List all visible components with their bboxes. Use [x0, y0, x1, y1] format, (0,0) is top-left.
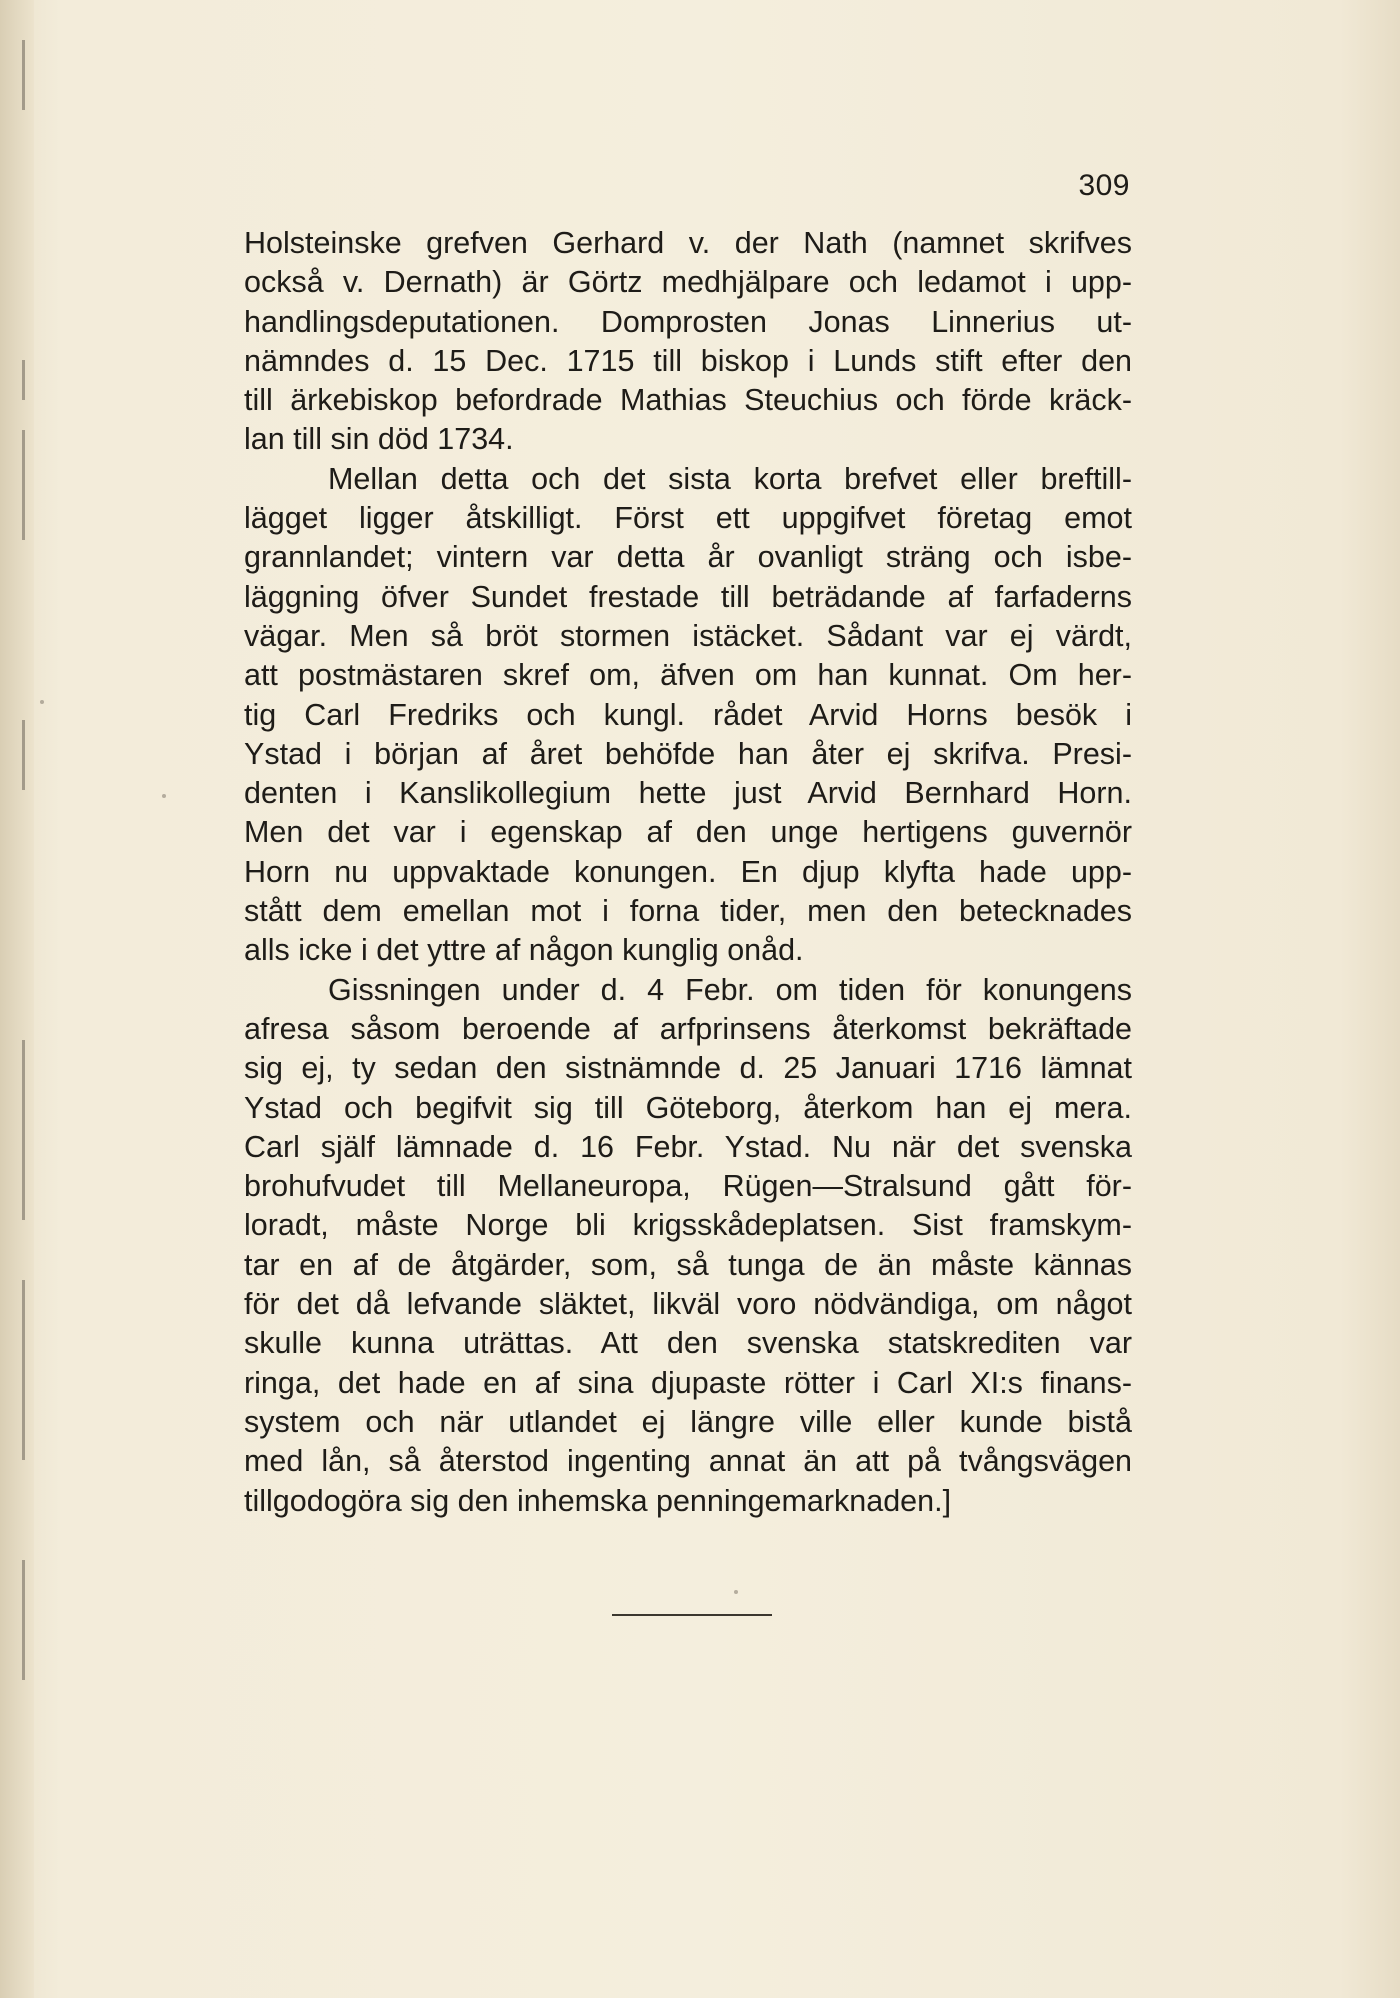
- text-line: handlingsdeputationen. Domprosten Jonas Linnerius ut-: [244, 304, 1132, 339]
- text-line: brohufvudet till Mellaneuropa, Rügen—Stralsund gått för-: [244, 1169, 1132, 1204]
- text-line: Ystad i början af året behöfde han åter ej skrifva. Presi-: [244, 736, 1132, 771]
- text-line: också v. Dernath) är Görtz medhjälpare och ledamot i upp-: [244, 265, 1132, 300]
- text-line: läggning öfver Sundet frestade till beträdande af farfaderns: [244, 579, 1132, 614]
- binding-mark: [22, 1040, 25, 1220]
- text-line: lan till sin död 1734.: [244, 422, 514, 457]
- binding-mark: [22, 720, 25, 790]
- text-line: för det då lefvande släktet, likväl voro nödvändiga, om något: [244, 1287, 1132, 1322]
- binding-mark: [22, 430, 25, 540]
- text-line: tillgodogöra sig den inhemska penningemarknaden.]: [244, 1483, 952, 1518]
- binding-mark: [22, 1560, 25, 1680]
- text-line: loradt, måste Norge bli krigsskådeplatsen. Sist framskym-: [244, 1208, 1132, 1243]
- text-line: alls icke i det yttre af någon kunglig onåd.: [244, 933, 804, 968]
- text-line: tig Carl Fredriks och kungl. rådet Arvid Horns besök i: [244, 697, 1132, 732]
- binding-shadow: [0, 0, 34, 1998]
- section-end-rule: [612, 1614, 772, 1616]
- text-line: med lån, så återstod ingenting annat än att på tvångsvägen: [244, 1444, 1132, 1479]
- text-line: denten i Kanslikollegium hette just Arvid Bernhard Horn.: [244, 776, 1132, 811]
- binding-mark: [22, 40, 25, 110]
- text-line: Horn nu uppvaktade konungen. En djup klyfta hade upp-: [244, 854, 1132, 889]
- text-line: till ärkebiskop befordrade Mathias Steuchius och förde kräck-: [244, 383, 1132, 418]
- text-line: ringa, det hade en af sina djupaste rötter i Carl XI:s finans-: [244, 1365, 1132, 1400]
- text-line: stått dem emellan mot i forna tider, men den betecknades: [244, 894, 1132, 929]
- text-line: lägget ligger åtskilligt. Först ett uppgifvet företag emot: [244, 501, 1132, 536]
- text-line: Ystad och begifvit sig till Göteborg, återkom han ej mera.: [244, 1090, 1132, 1125]
- text-line: afresa såsom beroende af arfprinsens återkomst bekräftade: [244, 1011, 1132, 1046]
- text-line: system och när utlandet ej längre ville eller kunde bistå: [244, 1404, 1132, 1439]
- text-line: vägar. Men så bröt stormen istäcket. Sådant var ej värdt,: [244, 618, 1132, 653]
- page-number: 309: [1078, 169, 1130, 202]
- binding-mark: [22, 360, 25, 400]
- paper-speck: [734, 1590, 738, 1594]
- text-line: Men det var i egenskap af den unge hertigens guvernör: [244, 815, 1132, 850]
- text-line: tar en af de åtgärder, som, så tunga de än måste kännas: [244, 1247, 1132, 1282]
- text-line: Holsteinske grefven Gerhard v. der Nath (namnet skrifves: [244, 226, 1132, 260]
- text-line: att postmästaren skref om, äfven om han kunnat. Om her-: [244, 658, 1132, 693]
- binding-mark: [22, 1280, 25, 1460]
- text-line: Gissningen under d. 4 Febr. om tiden för konungens: [328, 972, 1132, 1007]
- text-line: Mellan detta och det sista korta brefvet eller breftill-: [328, 461, 1132, 496]
- body-text: [244, 224, 1132, 1521]
- text-line: sig ej, ty sedan den sistnämnde d. 25 Januari 1716 lämnat: [244, 1051, 1132, 1086]
- text-line: skulle kunna uträttas. Att den svenska statskrediten var: [244, 1326, 1132, 1361]
- text-line: nämndes d. 15 Dec. 1715 till biskop i Lunds stift efter den: [244, 343, 1132, 378]
- text-line: Carl själf lämnade d. 16 Febr. Ystad. Nu när det svenska: [244, 1129, 1132, 1164]
- text-line: grannlandet; vintern var detta år ovanligt sträng och isbe-: [244, 540, 1132, 575]
- paper-speck: [162, 794, 166, 798]
- paper-speck: [40, 700, 44, 704]
